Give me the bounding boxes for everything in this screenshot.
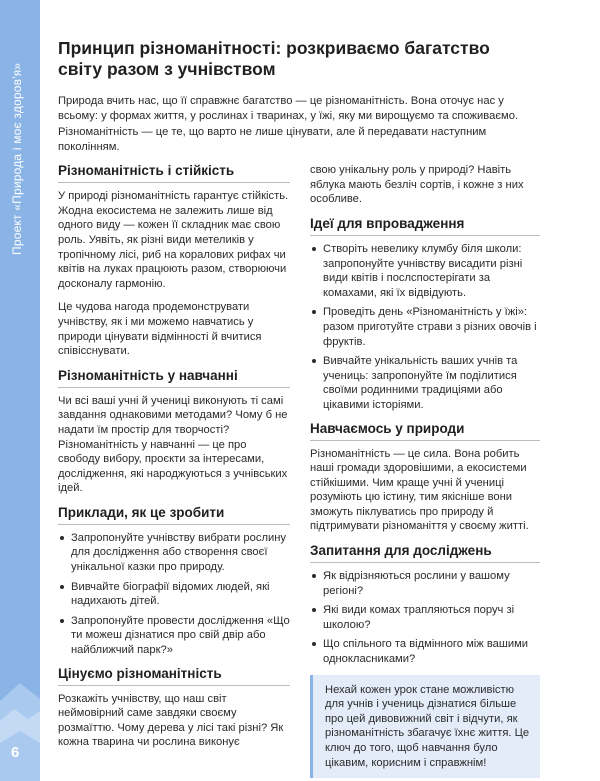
paragraph: Розкажіть учнівству, що наш світ неймовірний саме завдяки своєму розмаїттю. Чому дерева у лісі такі різні? Як кожна тварина чи рослина виконує — [58, 692, 284, 749]
section-title-research-questions: Запитання для досліджень — [310, 543, 540, 563]
list-item: Запропонуйте учнівству вибрати рослину для дослідження або створення своєї унікальної казки про природу. — [58, 531, 290, 575]
note-box — [310, 675, 540, 779]
page-title: Принцип різноманітності: розкриваємо багатство світу разом з учнівством — [58, 38, 490, 79]
section-title-examples: Приклади, як це зробити — [58, 505, 290, 525]
paragraph: У природі різноманітність гарантує стійкість. Жодна екосистема не залежить лише від одного виду — кожен її складник має свою роль. Уявіть, як різні види метеликів у тропічному лісі, риб на коралових рифах чи квітів на луках працюють разом, створюючи досконалу гармонію. — [58, 190, 289, 290]
list-item: Проведіть день «Різноманітність у їжі»: разом приготуйте страви з різних овочів і фруктів. — [310, 305, 540, 349]
section-title-diversity-learning: Різноманітність у навчанні — [58, 368, 290, 388]
paragraph: Чи всі ваші учні й учениці виконують ті самі завдання однаковими методами? Чому б не надати їм простір для творчості? Різноманітність у навчанні — це про свободу вибору, проєкти за інтересами, дослідження, які народжуються з учнівських ідей. — [58, 394, 288, 495]
section-title-value-diversity: Цінуємо різноманітність — [58, 666, 290, 686]
list-item: Створіть невелику клумбу біля школи: запропонуйте учнівству висадити різні види квітів і послспостерігати за комахами, які їх відвідують. — [310, 242, 540, 300]
right-column — [310, 163, 540, 778]
paragraph: Різноманітність — це сила. Вона робить наші громади здоровішими, а екосистеми стійкішими. Чим краще учні й учениці розуміють цю істину, тим якісніше вони зможуть піклуватись про природу й підтримувати різноманіття у своєму житті. — [310, 447, 529, 533]
section-title-ideas: Ідеї для впровадження — [310, 216, 540, 236]
sidebar — [0, 0, 40, 781]
sidebar-project-label: Проект «Природа і моє здоров'я» — [10, 62, 24, 255]
intro-paragraph: Природа вчить нас, що її справжнє багатство — це різноманітність. Вона оточує нас у всьому: у формах життя, у рослинах і тваринах, у їжі, яку ми вирощуємо та споживаємо. Різноманітність — це те, що варто не лише цінувати, але й передавати наступним поколінням. — [58, 95, 519, 153]
list-item: Запропонуйте провести дослідження «Що ти можеш дізнатися про свій двір або найближчий парк?» — [58, 614, 290, 658]
list-item: Вивчайте унікальність ваших учнів та учениць: запропонуйте їм поділитися своїми родинними традиціями або цікавими історіями. — [310, 354, 540, 412]
mountains-decoration — [0, 661, 40, 781]
note-text: Нехай кожен урок стане можливістю для учнів і учениць дізнатися більше про цей дивовижний світ і відчути, як різноманітність збагачує їхнє життя. Це ключ до того, щоб навчання було цікавим, корисним і справжнім! — [325, 683, 530, 769]
main-content — [58, 38, 538, 769]
ideas-list — [310, 242, 540, 413]
section-title-diversity-resilience: Різноманітність і стійкість — [58, 163, 290, 183]
questions-list — [310, 569, 540, 667]
list-item: Які види комах трапляються поруч зі школою? — [310, 603, 540, 632]
section-title-learn-from-nature: Навчаємось у природи — [310, 421, 540, 441]
paragraph: Це чудова нагода продемонструвати учнівству, як і ми можемо навчатись у природи цінувати відмінності й вчитися співісснувати. — [58, 301, 262, 358]
list-item: Вивчайте біографії відомих людей, які надихають дітей. — [58, 580, 290, 609]
page-number: 6 — [11, 744, 20, 761]
list-item: Як відрізняються рослини у вашому регіоні? — [310, 569, 540, 598]
list-item: Що спільного та відмінного між вашими однокласниками? — [310, 637, 540, 666]
paragraph-continued: свою унікальну роль у природі? Навіть яблука мають безліч сортів, і кожне з них особливе. — [310, 164, 524, 206]
examples-list — [58, 531, 290, 658]
left-column — [58, 163, 290, 759]
